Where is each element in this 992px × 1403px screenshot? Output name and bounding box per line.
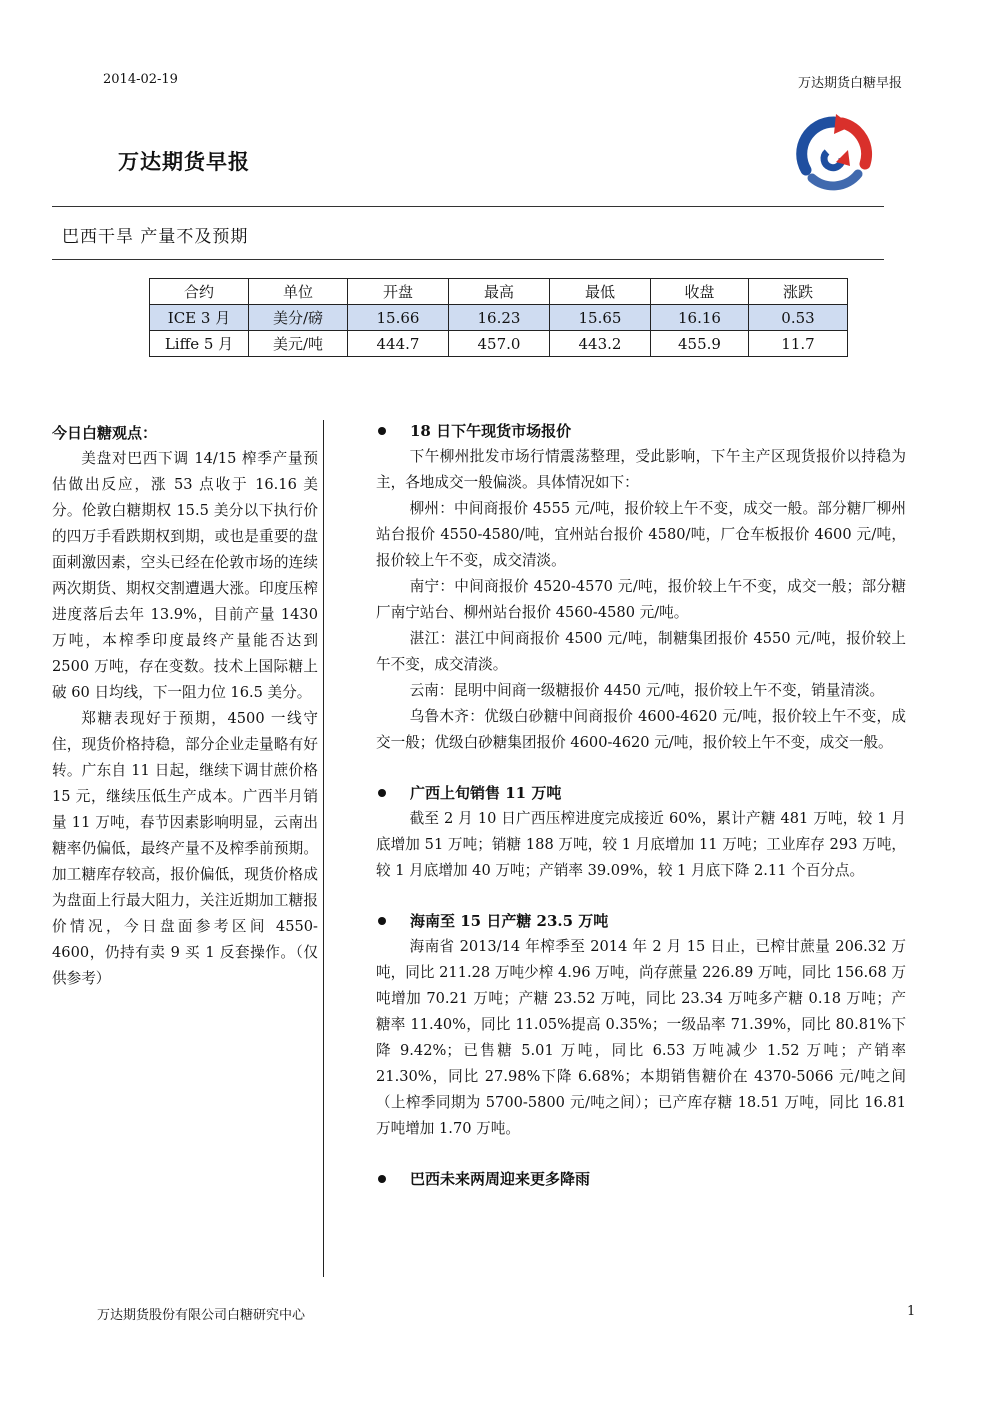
page-number: 1 — [907, 1304, 916, 1319]
table-cell: Liffe 5 月 — [150, 331, 249, 357]
wanda-futures-logo — [792, 112, 876, 196]
header-cell: 最高 — [449, 279, 550, 305]
report-title: 万达期货早报 — [118, 149, 250, 174]
quote-table-header — [150, 279, 848, 305]
news-section — [376, 1166, 906, 1192]
section-heading: 海南至 15 日产糖 23.5 万吨 — [376, 908, 906, 934]
header-cell: 开盘 — [348, 279, 449, 305]
table-cell: 美元/吨 — [249, 331, 348, 357]
report-date: 2014-02-19 — [103, 72, 178, 87]
table-row — [150, 305, 848, 331]
news-column — [376, 418, 906, 1216]
section-paragraph: 下午柳州批发市场行情震荡整理，受此影响，下午主产区现货报价以持稳为主，各地成交一般偏淡。具体情况如下： — [376, 448, 906, 491]
table-cell: 16.23 — [449, 305, 550, 331]
section-paragraph: 截至 2 月 10 日广西压榨进度完成接近 60%，累计产糖 481 万吨，较 1 月底增加 51 万吨；销糖 188 万吨，较 1 月底增加 11 万吨；工业库存 293 万吨，较 1 月底增加 40 万吨；产销率 39.09%，较 1 月底下降 2.11 个百分点。 — [376, 810, 906, 879]
news-section — [376, 418, 906, 756]
header-cell: 合约 — [150, 279, 249, 305]
header-cell: 最低 — [550, 279, 651, 305]
daily-view-column — [52, 420, 318, 992]
section-paragraph: 云南：昆明中间商一级糖报价 4450 元/吨，报价较上午不变，销量清淡。 — [409, 682, 885, 699]
column-divider — [323, 420, 324, 1277]
running-title: 万达期货白糖早报 — [797, 76, 902, 91]
section-heading: 广西上旬销售 11 万吨 — [376, 780, 906, 806]
table-cell: 443.2 — [550, 331, 651, 357]
bullet-icon — [378, 1175, 386, 1183]
section-heading: 18 日下午现货市场报价 — [376, 418, 906, 444]
section-paragraph: 海南省 2013/14 年榨季至 2014 年 2 月 15 日止，已榨甘蔗量 206.32 万吨，同比 211.28 万吨少榨 4.96 万吨，尚存蔗量 226.89 万吨，同比 156.68 万吨增加 70.21 万吨；产糖 23.52 万吨，同比 23.34 万吨多产糖 0.18 万吨；产糖率 11.40%，同比 11.05%提高 0.35%；一级品率 71.39%，同比 80.81%下降 9.42%；已售糖 5.01 万吨，同比 6.53 万吨减少 1.52 万吨；产销率 21.30%，同比 27.98%下降 6.68%；本期销售糖价在 4370-5066 元/吨之间（上榨季同期为 5700-5800 元/吨之间）；已产库存糖 18.51 万吨，同比 16.81 万吨增加 1.70 万吨。 — [376, 938, 906, 1137]
news-section — [376, 908, 906, 1142]
table-row — [150, 331, 848, 357]
header-cell: 单位 — [249, 279, 348, 305]
table-cell: 0.53 — [749, 305, 848, 331]
headline-divider — [52, 259, 884, 260]
table-cell: 16.16 — [651, 305, 749, 331]
table-cell: ICE 3 月 — [150, 305, 249, 331]
table-cell: 455.9 — [651, 331, 749, 357]
table-cell: 11.7 — [749, 331, 848, 357]
table-cell: 15.66 — [348, 305, 449, 331]
daily-view-heading: 今日白糖观点： — [52, 424, 158, 442]
footer-organization: 万达期货股份有限公司白糖研究中心 — [97, 1308, 306, 1323]
bullet-icon — [378, 917, 386, 925]
table-cell: 15.65 — [550, 305, 651, 331]
section-paragraph: 乌鲁木齐：优级白砂糖中间商报价 4600-4620 元/吨，报价较上午不变，成交一般；优级白砂糖集团报价 4600-4620 元/吨，报价较上午不变，成交一般。 — [376, 708, 906, 751]
news-section — [376, 780, 906, 884]
header-cell: 涨跌 — [749, 279, 848, 305]
daily-view-paragraph: 郑糖表现好于预期，4500 一线守住，现货价格持稳，部分企业走量略有好转。广东自 11 日起，继续下调甘蔗价格 15 元，继续压低生产成本。广西半月销量 11 万吨，春节因素影响明显，云南出糖率仍偏低，最终产量不及榨季前预期。加工糖库存较高，报价偏低，现货价格成为盘面上行最大阻力，关注近期加工糖报价情况，今日盘面参考区间 4550-4600，仍持有卖 9 买 1 反套操作。（仅供参考） — [52, 710, 318, 987]
table-cell: 美分/磅 — [249, 305, 348, 331]
title-divider — [52, 206, 884, 207]
section-heading: 巴西未来两周迎来更多降雨 — [376, 1166, 906, 1192]
bullet-icon — [378, 789, 386, 797]
section-paragraph: 柳州：中间商报价 4555 元/吨，报价较上午不变，成交一般。部分糖厂柳州站台报价 4550-4580/吨，宜州站台报价 4580/吨，厂仓车板报价 4600 元/吨，报价较上午不变，成交清淡。 — [376, 500, 906, 569]
daily-view-paragraph: 美盘对巴西下调 14/15 榨季产量预估做出反应，涨 53 点收于 16.16 美分。伦敦白糖期权 15.5 美分以下执行价的四万手看跌期权到期，或也是重要的盘面刺激因素，空头已经在伦敦市场的连续两次期货、期权交割遭遇大涨。印度压榨进度落后去年 13.9%，目前产量 1430 万吨，本榨季印度最终产量能否达到 2500 万吨，存在变数。技术上国际糖上破 60 日均线，下一阻力位 16.5 美分。 — [52, 450, 318, 701]
table-cell: 457.0 — [449, 331, 550, 357]
header-cell: 收盘 — [651, 279, 749, 305]
quote-table — [149, 278, 848, 357]
section-paragraph: 湛江：湛江中间商报价 4500 元/吨，制糖集团报价 4550 元/吨，报价较上午不变，成交清淡。 — [376, 630, 906, 673]
bullet-icon — [378, 427, 386, 435]
headline: 巴西干旱 产量不及预期 — [62, 227, 249, 247]
table-cell: 444.7 — [348, 331, 449, 357]
section-paragraph: 南宁：中间商报价 4520-4570 元/吨，报价较上午不变，成交一般；部分糖厂南宁站台、柳州站台报价 4560-4580 元/吨。 — [376, 578, 906, 621]
